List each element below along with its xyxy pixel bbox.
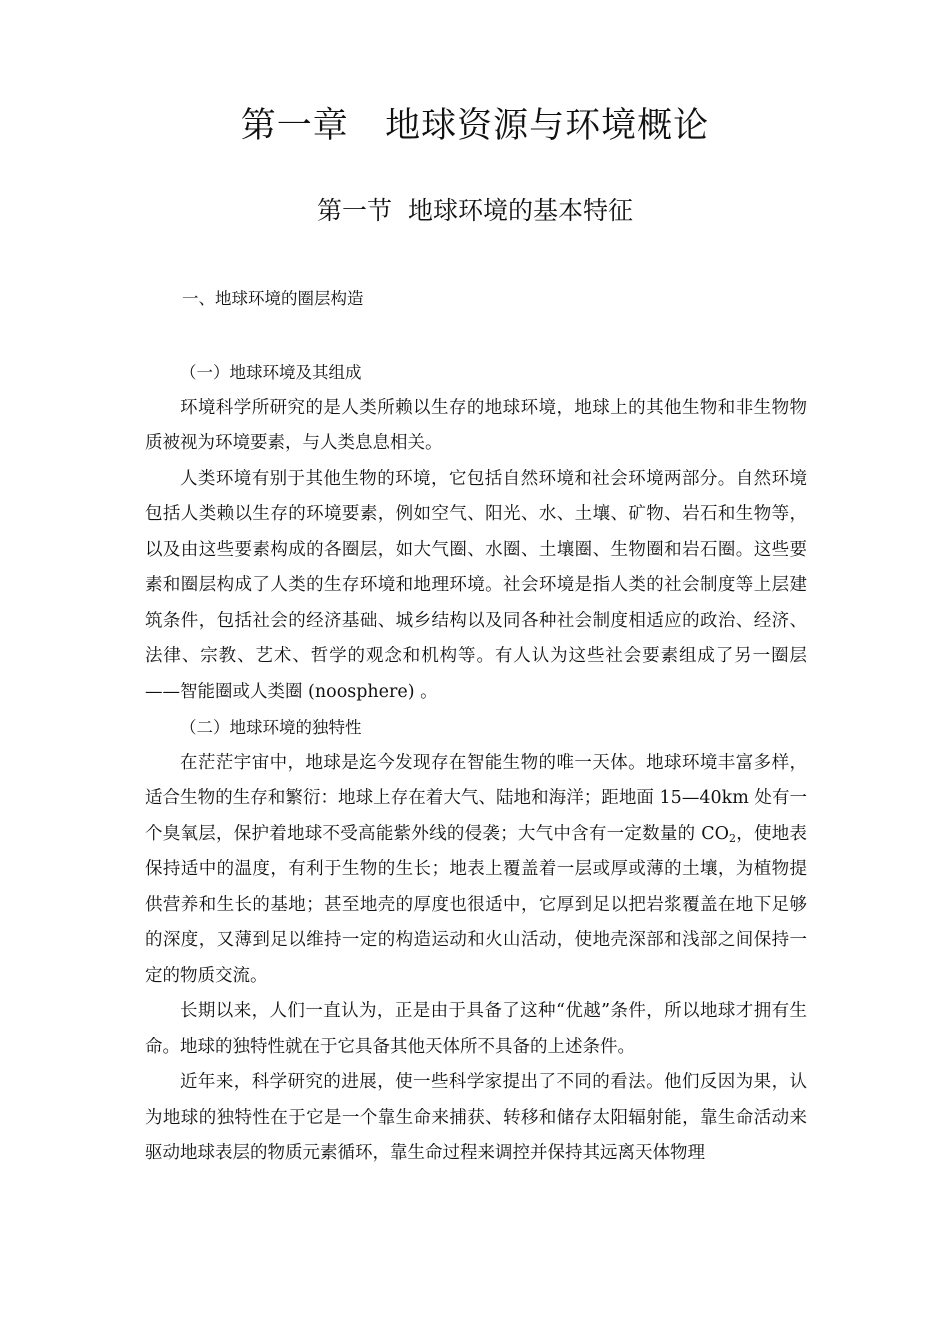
paragraph-1: 环境科学所研究的是人类所赖以生存的地球环境，地球上的其他生物和非生物物质被视为环境要素，与人类息息相关。 xyxy=(145,397,807,453)
paragraph-3 xyxy=(145,746,807,995)
paragraph-5: 近年来，科学研究的进展，使一些科学家提出了不同的看法。他们反因为果，认为地球的独特性在于它是一个靠生命来捕获、转移和储存太阳辐射能，靠生命活动来驱动地球表层的物质元素循环，靠生命过程来调控并保持其远离天体物理 xyxy=(145,1072,807,1163)
body-text xyxy=(145,355,807,1172)
paragraph-2: 人类环境有别于其他生物的环境，它包括自然环境和社会环境两部分。自然环境包括人类赖以生存的环境要素，例如空气、阳光、水、土壤、矿物、岩石和生物等，以及由这些要素构成的各圈层，如大气圈、水圈、土壤圈、生物圈和岩石圈。这些要素和圈层构成了人类的生存环境和地理环境。社会环境是指人类的社会制度等上层建筑条件，包括社会的经济基础、城乡结构以及同各种社会制度相适应的政治、经济、法律、宗教、艺术、哲学的观念和机构等。有人认为这些社会要素组成了另一圈层——智能圈或人类圈 (noosphere) 。 xyxy=(145,468,807,702)
chapter-title: 第一章 地球资源与环境概论 xyxy=(240,106,710,146)
section-title: 第一节 地球环境的基本特征 xyxy=(317,196,633,225)
co2-subscript: 2 xyxy=(728,831,736,845)
paragraph-3-part-b: ，使地表保持适中的温度，有利于生物的生长；地表上覆盖着一层或厚或薄的土壤，为植物提供营养和生长的基地；甚至地壳的厚度也很适中，它厚到足以把岩浆覆盖在地下足够的深度，又薄到足以维持一定的构造运动和火山活动，使地壳深部和浅部之间保持一定的物质交流。 xyxy=(145,823,807,986)
paragraph-4: 长期以来，人们一直认为，正是由于具备了这种“优越”条件，所以地球才拥有生命。地球的独特性就在于它具备其他天体所不具备的上述条件。 xyxy=(145,1001,807,1057)
heading-level-1: 一、地球环境的圈层构造 xyxy=(182,289,364,308)
subheading-2: （二）地球环境的独特性 xyxy=(180,718,362,737)
subheading-1: （一）地球环境及其组成 xyxy=(180,363,362,382)
paragraph-3-part-a: 在茫茫宇宙中，地球是迄今发现存在智能生物的唯一天体。地球环境丰富多样，适合生物的生存和繁衍：地球上存在着大气、陆地和海洋；距地面 15—40km 处有一个臭氧层，保护着地球不受高能紫外线的侵袭；大气中含有一定数量的 CO xyxy=(145,752,807,844)
